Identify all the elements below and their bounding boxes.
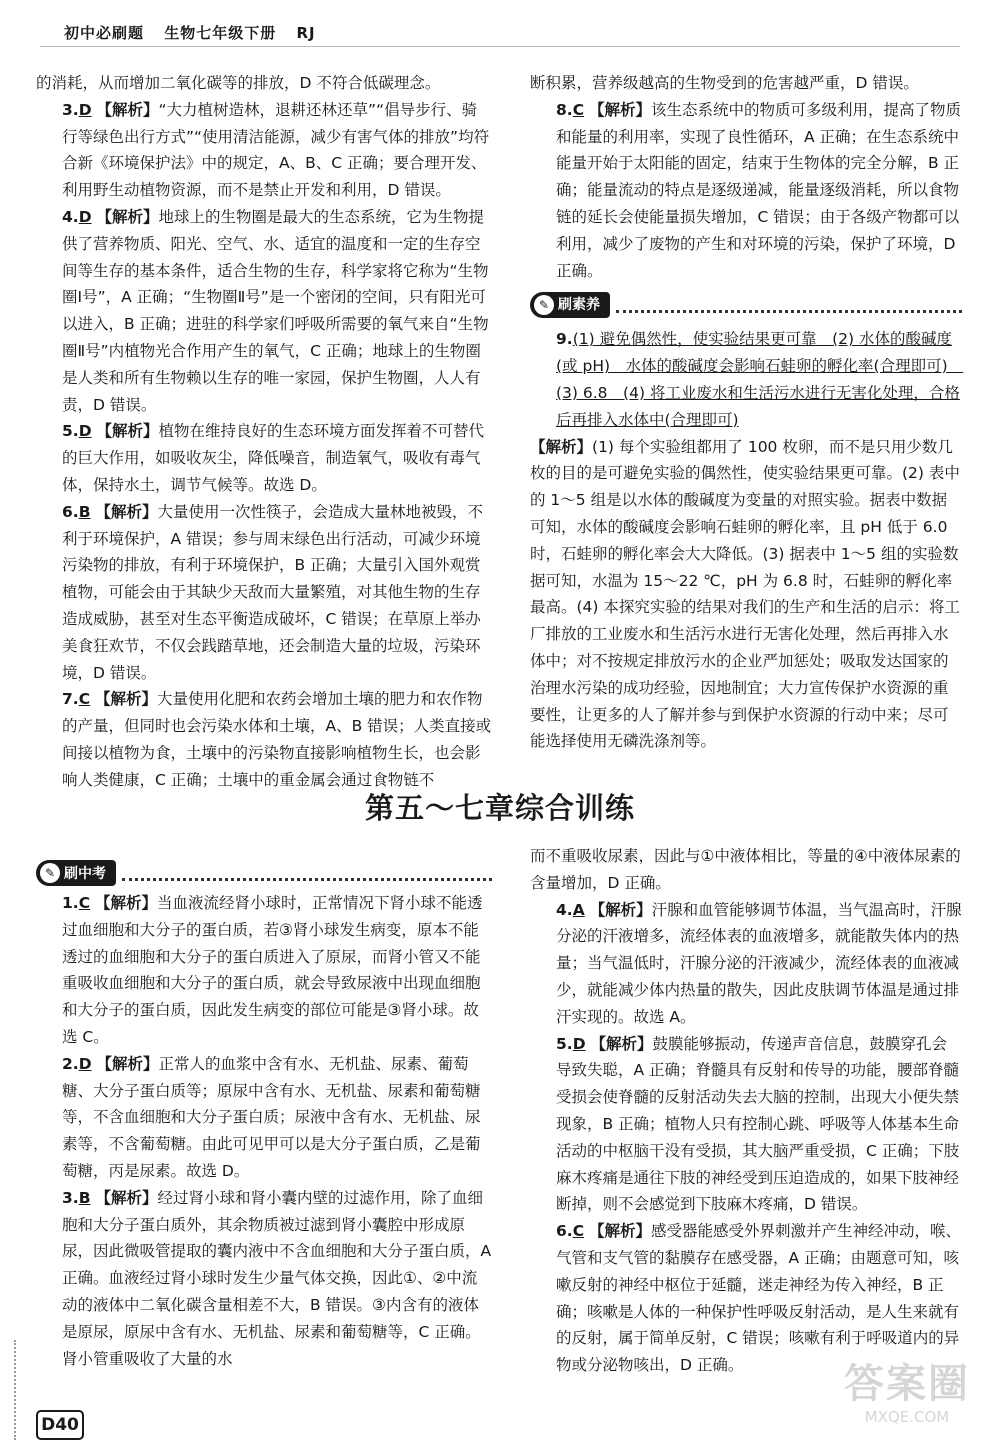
right-bottom-column bbox=[530, 843, 962, 1379]
book-icon: ✎ bbox=[40, 863, 60, 883]
question-9: 9.(1) 避免偶然性，使实验结果更可靠 (2) 水体的酸碱度(或 pH) 水体的酸碱度会影响石蛙卵的孵化率(合理即可) (3) 6.8 (4) 将工业废水和生活污水进行无害化处理，合格后再排入水体中(合理即可) bbox=[556, 330, 964, 429]
header-rule bbox=[40, 46, 960, 47]
section-badge-row bbox=[530, 288, 962, 322]
continued-text: 的消耗，从而增加二氧化碳等的排放，D 不符合低碳理念。 bbox=[36, 74, 441, 92]
header-book: 初中必刷题 bbox=[64, 24, 145, 42]
dotted-divider bbox=[122, 866, 492, 881]
question-3b: 3.B 【解析】经过肾小球和肾小囊内壁的过滤作用，除了血细胞和大分子蛋白质外，其余物质被过滤到肾小囊腔中形成原尿，因此微吸管提取的囊内液中不含血细胞和大分子蛋白质，A 正确。血液经过肾小球时发生少量气体交换，因此①、②中流动的液体中二氧化碳含量相差不大，B 错误。③内含有的液体是原尿，原尿中含有水、无机盐、尿素和葡萄糖等，C 正确。肾小管重吸收了大量的水 bbox=[62, 1188, 492, 1368]
question-5: 5.D 【解析】植物在维持良好的生态环境方面发挥着不可替代的巨大作用，如吸收灰尘，降低噪音，制造氧气，吸收有毒气体，保持水土，调节气候等。故选 D。 bbox=[62, 422, 485, 494]
left-bottom-column bbox=[36, 890, 492, 1372]
question-9-analysis: 【解析】(1) 每个实验组都用了 100 枚卵，而不是只用少数几枚的目的是可避免实验的偶然性，使实验结果更可靠。(2) 表中的 1～5 组是以水体的酸碱度为变量的对照实验。据表中数据可知，水体的酸碱度会影响石蛙卵的孵化率，且 pH 低于 6.0 时，石蛙卵的孵化率会大大降低。(3) 据表中 1～5 组的实验数据可知，水温为 15～22 ℃，pH 为 6.8 时，石蛙卵的孵化率最高。(4) 本探究实验的结果对我们的生产和生活的启示：将工厂排放的工业废水和生活污水进行无害化处理，然后再排入水体中；对不按规定排放污水的企业严加惩处；吸取发达国家的治理水污染的成功经验，因地制宜；大力宣传保护水资源的重要性，让更多的人了解并参与到保护水资源的行动中来；尽可能选择使用无磷洗涤剂等。 bbox=[530, 437, 960, 751]
left-top-column bbox=[36, 70, 492, 794]
question-3: 3.D 【解析】“大力植树造林，退耕还林还草”“倡导步行、骑行等绿色出行方式”“使用清洁能源，减少有害气体的排放”均符合新《环境保护法》中的规定，A、B、C 正确；要合理开发、利用野生动植物资源，而不是禁止开发和利用，D 错误。 bbox=[62, 100, 490, 200]
margin-dotted-line bbox=[14, 1340, 16, 1440]
header-edition: RJ bbox=[296, 24, 316, 42]
question-5b: 5.D 【解析】鼓膜能够振动，传递声音信息，鼓膜穿孔会导致失聪，A 正确；脊髓具有反射和传导的功能，腰部脊髓受损会使脊髓的反射活动失去大脑的控制，出现大小便失禁现象，B 正确；植物人只有控制心跳、呼吸等人体基本生命活动的中枢脑干没有受损，其大脑严重受损，C 正确；下肢麻木疼痛是通往下肢的神经受到压迫造成的，如果下肢神经断掉，则不会感觉到下肢麻木疼痛，D 错误。 bbox=[556, 1034, 960, 1214]
answer-letter: A bbox=[572, 900, 585, 919]
continued-text: 断积累，营养级越高的生物受到的危害越严重，D 错误。 bbox=[530, 74, 919, 92]
answer-letter: D bbox=[78, 1054, 92, 1073]
question-8: 8.C 【解析】该生态系统中的物质可多级利用，提高了物质和能量的利用率，实现了良性循环，A 正确；在生态系统中能量开始于太阳能的固定，结束于生物体的完全分解，B 正确；能量流动的特点是逐级递减，能量逐级消耗，所以食物链的延长会使能量损失增加，C 错误；由于各级产物都可以利用，减少了废物的产生和对环境的污染，保护了环境，D 正确。 bbox=[556, 100, 962, 280]
answer-letter: D bbox=[572, 1034, 586, 1053]
answer-letter: D bbox=[78, 422, 92, 441]
dotted-divider bbox=[616, 298, 962, 313]
answer-letter: C bbox=[78, 894, 91, 912]
book-icon: ✎ bbox=[534, 295, 554, 315]
page-number: D40 bbox=[36, 1410, 84, 1440]
section-title: 第五～七章综合训练 bbox=[364, 791, 635, 825]
section-badge-row-bottom bbox=[36, 856, 492, 890]
continued-text: 而不重吸收尿素，因此与①中液体相比，等量的④中液体尿素的含量增加，D 正确。 bbox=[530, 847, 961, 892]
section-badge: ✎ 刷中考 bbox=[36, 860, 116, 886]
question-6b: 6.C 【解析】感受器能感受外界刺激并产生神经冲动，喉、气管和支气管的黏膜存在感受器，A 正确；由题意可知，咳嗽反射的神经中枢位于延髓，迷走神经为传入神经，B 正确；咳嗽是人体的一种保护性呼吸反射活动，是人生来就有的反射，属于简单反射，C 错误；咳嗽有利于呼吸道内的异物或分泌物咳出，D 正确。 bbox=[556, 1222, 962, 1375]
watermark-logo: 答案圈 MXQE.COM bbox=[844, 1361, 970, 1426]
right-top-column bbox=[530, 70, 962, 755]
section-badge: ✎ 刷素养 bbox=[530, 292, 610, 318]
answer-letter: C bbox=[78, 690, 91, 709]
answer-text: (1) 避免偶然性，使实验结果更可靠 (2) 水体的酸碱度(或 pH) 水体的酸碱度会影响石蛙卵的孵化率(合理即可) (3) 6.8 (4) 将工业废水和生活污水进行无害化处理，合格后再排入水体中(合理即可) bbox=[556, 330, 964, 429]
answer-letter: C bbox=[572, 1222, 585, 1241]
question-6: 6.B 【解析】大量使用一次性筷子，会造成大量林地被毁，不利于环境保护，A 错误；参与周末绿色出行活动，可减少环境污染物的排放，有利于环境保护，B 正确；大量引入国外观赏植物，可能会由于其缺少天敌而大量繁殖，对其他生物的生存造成威胁，甚至对生态平衡造成破坏，C 错误；在草原上举办美食狂欢节，不仅会践踏草地，还会制造大量的垃圾，污染环境，D 错误。 bbox=[62, 502, 483, 682]
answer-letter: D bbox=[78, 207, 92, 226]
running-header bbox=[64, 22, 964, 46]
question-2: 2.D 【解析】正常人的血浆中含有水、无机盐、尿素、葡萄糖、大分子蛋白质等；原尿中含有水、无机盐、尿素和葡萄糖等，不含血细胞和大分子蛋白质；尿液中含有水、无机盐、尿素等，不含葡萄糖。由此可见甲可以是大分子蛋白质，乙是葡萄糖，丙是尿素。故选 D。 bbox=[62, 1054, 481, 1180]
answer-letter: B bbox=[78, 502, 91, 521]
answer-letter: D bbox=[78, 100, 92, 119]
question-4: 4.D 【解析】地球上的生物圈是最大的生态系统，它为生物提供了营养物质、阳光、空气、水、适宜的温度和一定的生存空间等生存的基本条件，适合生物的生存，科学家将它称为“生物圈Ⅰ号”，A 正确；“生物圈Ⅱ号”是一个密闭的空间，只有阳光可以进入，B 正确；进驻的科学家们呼吸所需要的氧气来自“生物圈Ⅱ号”内植物光合作用产生的氧气，C 正确；地球上的生物圈是人类和所有生物赖以生存的唯一家园，保护生物圈，人人有责，D 错误。 bbox=[62, 207, 489, 414]
question-4b: 4.A 【解析】汗腺和血管能够调节体温，当气温高时，汗腺分泌的汗液增多，流经体表的血液增多，就能散失体内的热量；当气温低时，汗腺分泌的汗液减少，流经体表的血液减少，就能减少体内热量的散失，因此皮肤调节体温是通过排汗实现的。故选 A。 bbox=[556, 900, 962, 1026]
question-1: 1.C 【解析】当血液流经肾小球时，正常情况下肾小球不能透过血细胞和大分子的蛋白质，若③肾小球发生病变，原本不能透过的血细胞和大分子的蛋白质进入了原尿，而肾小管又不能重吸收血细胞和大分子的蛋白质，就会导致尿液中出现血细胞和大分子的蛋白质，因此发生病变的部位可能是③肾小球。故选 C。 bbox=[62, 894, 483, 1046]
question-7: 7.C 【解析】大量使用化肥和农药会增加土壤的肥力和农作物的产量，但同时也会污染水体和土壤，A、B 错误；人类直接或间接以植物为食，土壤中的污染物直接影响植物生长，也会影响人类健康，C 正确；土壤中的重金属会通过食物链不 bbox=[62, 690, 492, 789]
answer-letter: B bbox=[78, 1188, 91, 1207]
answer-letter: C bbox=[572, 100, 585, 119]
header-subject: 生物七年级下册 bbox=[164, 24, 277, 42]
